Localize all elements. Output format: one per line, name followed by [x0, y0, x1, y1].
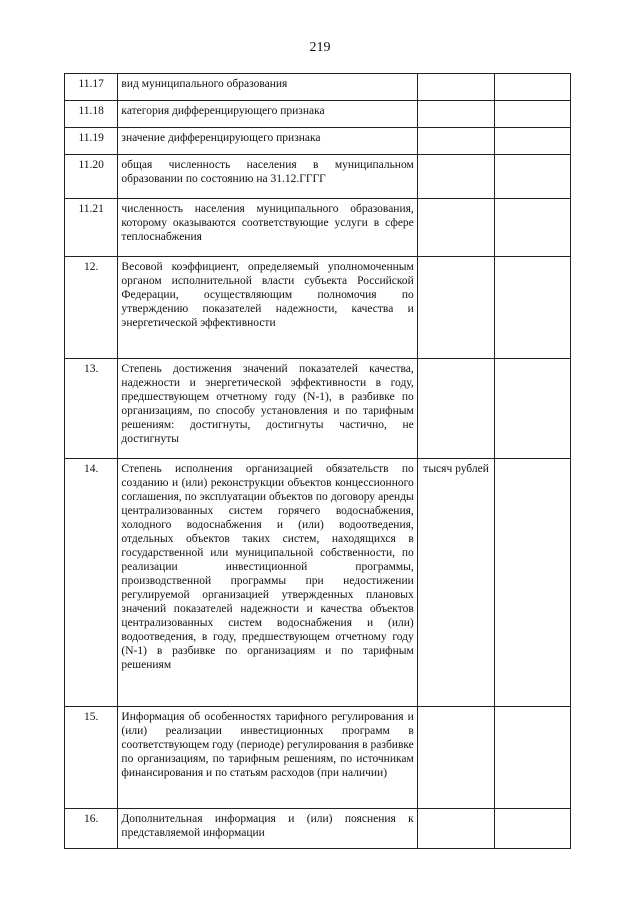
row-description: общая численность населения в муниципальном образовании по состоянию на 31.12.ГГГГ	[118, 155, 417, 199]
table-row	[65, 155, 571, 199]
table-row	[65, 809, 571, 849]
row-unit	[417, 809, 495, 849]
row-description: Дополнительная информация и (или) пояснения к представляемой информации	[118, 809, 417, 849]
row-number: 11.21	[65, 199, 118, 257]
row-description: категория дифференцирующего признака	[118, 101, 417, 128]
row-value	[495, 101, 571, 128]
row-number: 12.	[65, 257, 118, 359]
row-unit: тысяч рублей	[417, 459, 495, 707]
row-unit	[417, 707, 495, 809]
row-value	[495, 359, 571, 459]
row-description: Степень достижения значений показателей качества, надежности и энергетической эффективности в году, предшествующем отчетному году (N-1), в разбивке по организациям, по способу установления и по тарифным решениям: достигнуты, достигнуты частично, не достигнуты	[118, 359, 417, 459]
row-value	[495, 459, 571, 707]
row-unit	[417, 128, 495, 155]
row-number: 16.	[65, 809, 118, 849]
indicator-table	[64, 73, 571, 849]
row-description: значение дифференцирующего признака	[118, 128, 417, 155]
row-unit	[417, 74, 495, 101]
row-value	[495, 707, 571, 809]
row-description: Весовой коэффициент, определяемый уполномоченным органом исполнительной власти субъекта Российской Федерации, осуществляющим полномочия по утверждению показателей надежности, качества и энергетической эффективности	[118, 257, 417, 359]
row-number: 11.20	[65, 155, 118, 199]
row-description: Информация об особенностях тарифного регулирования и (или) реализации инвестиционных программ в соответствующем году (периоде) регулирования в разбивке по организациям, по тарифным решениям, по источникам финансирования и по статьям расходов (при наличии)	[118, 707, 417, 809]
row-number: 11.19	[65, 128, 118, 155]
row-value	[495, 74, 571, 101]
table-row	[65, 101, 571, 128]
row-description: численность населения муниципального образования, которому оказываются соответствующие услуги в сфере теплоснабжения	[118, 199, 417, 257]
table-row	[65, 257, 571, 359]
table-row	[65, 74, 571, 101]
page-number: 219	[309, 40, 331, 55]
row-number: 15.	[65, 707, 118, 809]
row-value	[495, 155, 571, 199]
table-row	[65, 359, 571, 459]
row-unit	[417, 257, 495, 359]
row-description: Степень исполнения организацией обязательств по созданию и (или) реконструкции объектов концессионного соглашения, по эксплуатации объектов по договору аренды централизованных систем горячего водоснабжения, холодного водоснабжения и (или) водоотведения, отдельных объектов таких систем, находящихся в государственной или муниципальной собственности, по реализации инвестиционной программы, производственной программы при недостижении регулируемой организацией утвержденных плановых значений показателей надежности и качества объектов централизованных систем водоснабжения и (или) водоотведения, в году, предшествующем отчетному году (N-1) в разбивке по организациям и по тарифным решениям	[118, 459, 417, 707]
row-number: 11.18	[65, 101, 118, 128]
table-row	[65, 128, 571, 155]
row-value	[495, 809, 571, 849]
row-value	[495, 128, 571, 155]
row-value	[495, 199, 571, 257]
table-row	[65, 707, 571, 809]
table-row	[65, 199, 571, 257]
row-number: 14.	[65, 459, 118, 707]
row-unit	[417, 359, 495, 459]
row-number: 13.	[65, 359, 118, 459]
row-number: 11.17	[65, 74, 118, 101]
table-row	[65, 459, 571, 707]
row-value	[495, 257, 571, 359]
row-description: вид муниципального образования	[118, 74, 417, 101]
row-unit	[417, 199, 495, 257]
row-unit	[417, 155, 495, 199]
row-unit	[417, 101, 495, 128]
